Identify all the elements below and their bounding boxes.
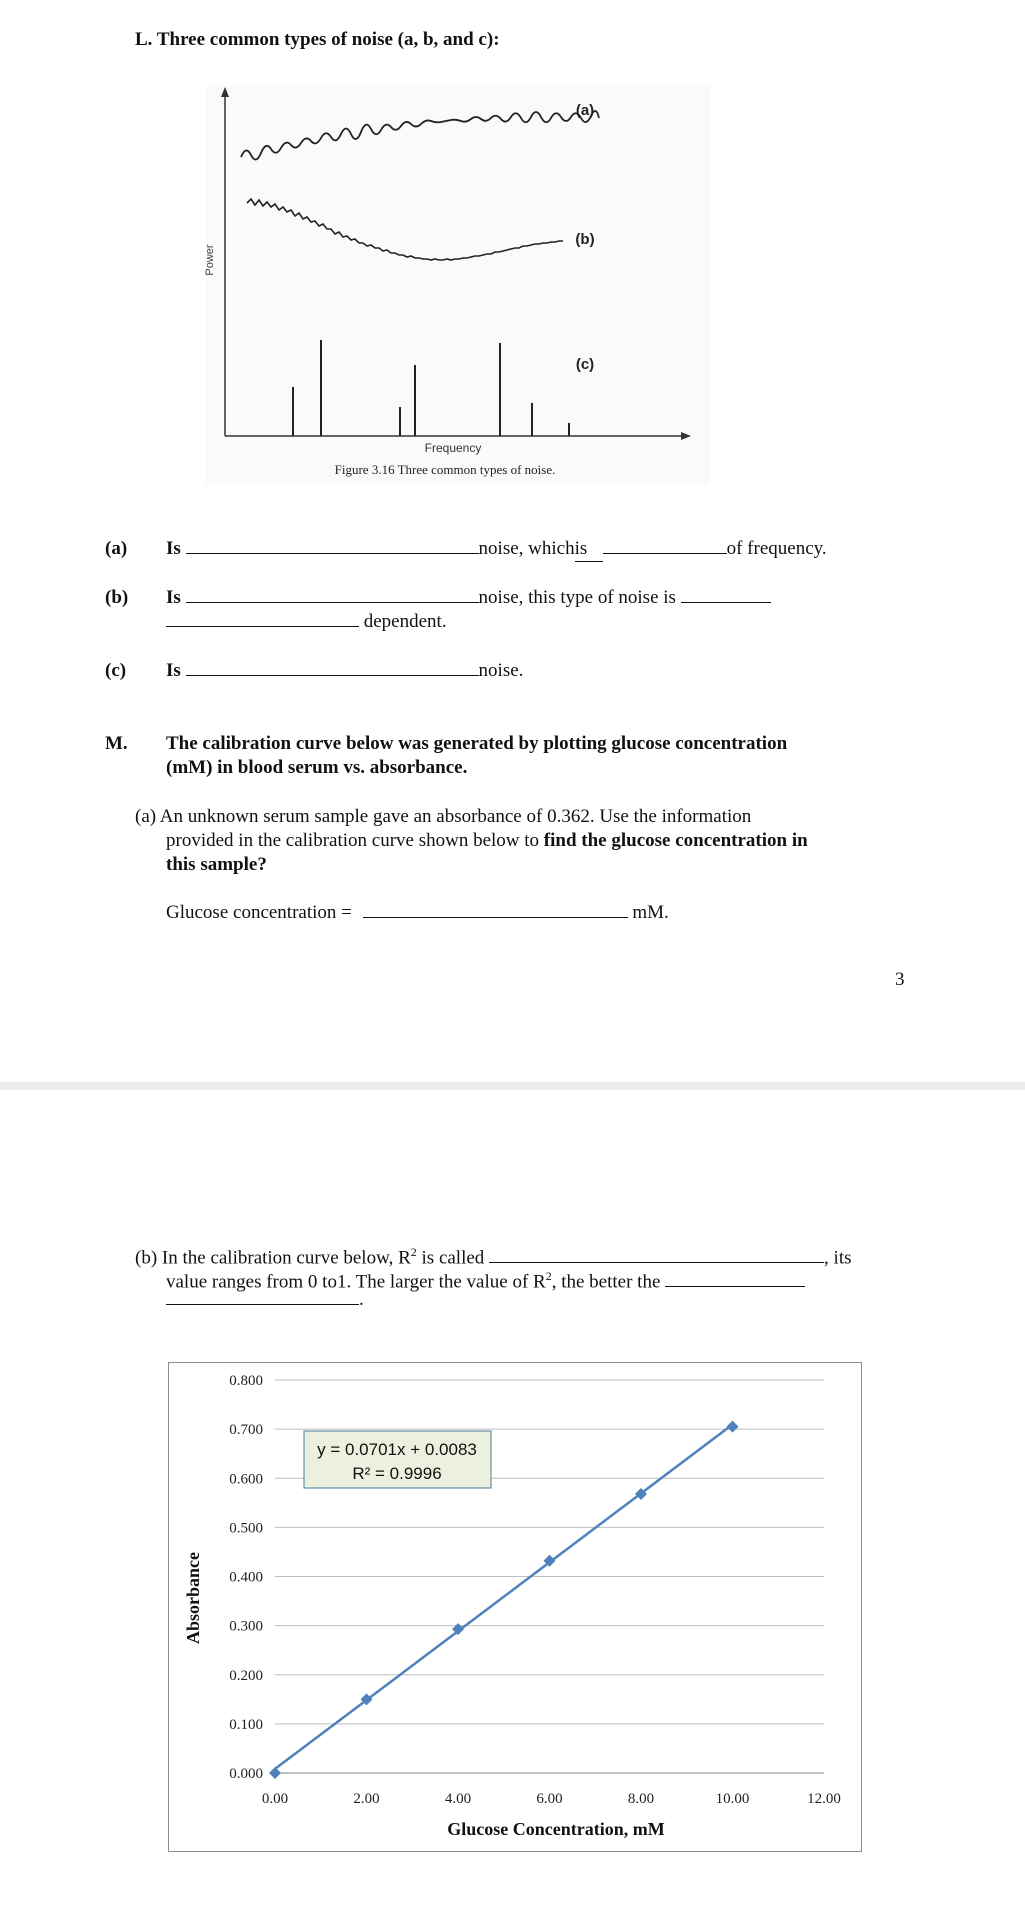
- x-tick-label: 2.00: [353, 1791, 380, 1807]
- calibration-chart: [168, 1362, 862, 1852]
- x-tick-label: 4.00: [444, 1791, 472, 1807]
- noise-figure-caption: Figure 3.16 Three common types of noise.: [334, 462, 556, 477]
- x-tick-label: 10.00: [715, 1791, 750, 1807]
- page-separator: [0, 1082, 1025, 1090]
- part-b-line1-a: (b) In the calibration curve below, R: [135, 1247, 411, 1269]
- question-a-text: [166, 537, 827, 562]
- section-m-heading-1: The calibration curve below was generated by plotting glucose concentration: [166, 733, 788, 754]
- y-tick-label: 0.100: [229, 1716, 263, 1733]
- y-tick-label: 0.300: [229, 1618, 263, 1635]
- question-c-text1: noise.: [478, 660, 524, 681]
- y-tick-label: 0.800: [229, 1373, 263, 1389]
- y-tick-label: 0.000: [229, 1766, 263, 1782]
- blank-r2-better-cont[interactable]: [166, 1288, 359, 1305]
- x-tick-label: 6.00: [536, 1791, 563, 1807]
- noise-label-a: (a): [575, 102, 595, 119]
- question-a-text1: noise, which: [478, 538, 575, 559]
- document-page-2: [0, 1090, 1025, 1911]
- noise-x-label: Frequency: [424, 441, 482, 455]
- calibration-chart-svg: [169, 1363, 860, 1850]
- noise-x-arrow: [681, 432, 691, 440]
- part-a-line2-plain: provided in the calibration curve shown below to: [166, 830, 544, 851]
- question-b-is: Is: [166, 587, 181, 608]
- noise-y-label: Power: [205, 244, 216, 276]
- question-c-label: (c): [105, 660, 127, 681]
- part-b-line2-a: value ranges from 0 to1. The larger the value of R: [166, 1271, 546, 1293]
- question-b-label: (b): [105, 587, 129, 608]
- part-a-line2-bold: find the glucose concentration in: [543, 830, 808, 851]
- data-point: [269, 1767, 281, 1779]
- section-m-heading-2: (mM) in blood serum vs. absorbance.: [166, 757, 468, 778]
- y-tick-label: 0.400: [229, 1569, 263, 1586]
- blank-r2-better[interactable]: [665, 1270, 805, 1287]
- blank-c-type[interactable]: [186, 659, 479, 676]
- question-a-is-underlined: is: [575, 537, 603, 562]
- chart-y-tick-labels: [229, 1373, 263, 1782]
- glucose-answer-label: Glucose concentration =: [166, 902, 352, 923]
- noise-label-c: (c): [575, 356, 595, 373]
- noise-curve-a: [241, 111, 599, 160]
- part-b-sup-2: 2: [545, 1269, 552, 1283]
- question-b-line2: [166, 610, 447, 634]
- chart-y-axis-label: Absorbance: [183, 1551, 203, 1645]
- part-b-line3-end: .: [359, 1289, 364, 1310]
- question-a-label: (a): [105, 538, 128, 559]
- noise-curve-b: [247, 199, 563, 260]
- blank-a-dependence[interactable]: [603, 537, 727, 554]
- question-c-text: [166, 659, 523, 683]
- part-a-line1: (a) An unknown serum sample gave an absorbance of 0.362. Use the information: [135, 806, 752, 827]
- question-c-is: Is: [166, 660, 181, 681]
- part-a-line3: this sample?: [166, 854, 267, 875]
- page-number: 3: [895, 969, 905, 990]
- question-b-text: [166, 586, 771, 610]
- chart-x-tick-labels: [262, 1791, 841, 1807]
- chart-x-axis-label: Glucose Concentration, mM: [447, 1819, 665, 1839]
- section-m-label: M.: [105, 733, 128, 754]
- noise-figure-svg: [205, 85, 710, 485]
- blank-r2-name[interactable]: [489, 1246, 824, 1263]
- part-b-line3: [166, 1288, 364, 1312]
- question-b-text2: dependent.: [363, 611, 447, 632]
- part-b-line2-b: , the better the: [551, 1271, 661, 1293]
- glucose-answer-blank[interactable]: [363, 901, 628, 918]
- part-b-line1-end: , its: [824, 1247, 852, 1269]
- question-a-text3: of frequency.: [726, 538, 827, 559]
- data-point: [727, 1421, 739, 1433]
- chart-r-squared: R² = 0.9996: [352, 1464, 442, 1483]
- question-a-is: Is: [166, 538, 181, 559]
- part-a-line2: [166, 829, 808, 853]
- question-b-text1: noise, this type of noise is: [478, 587, 676, 608]
- glucose-answer-unit: mM.: [632, 902, 669, 923]
- y-tick-label: 0.200: [229, 1667, 263, 1684]
- blank-b-dependence-cont[interactable]: [166, 610, 359, 627]
- y-tick-label: 0.600: [229, 1471, 263, 1488]
- x-tick-label: 12.00: [807, 1791, 841, 1807]
- x-tick-label: 8.00: [627, 1791, 655, 1807]
- noise-figure: [205, 85, 710, 485]
- blank-b-dependence[interactable]: [681, 586, 771, 603]
- y-tick-label: 0.700: [229, 1422, 263, 1439]
- section-l-heading: L. Three common types of noise (a, b, and c):: [135, 29, 500, 50]
- glucose-answer-line: [166, 901, 669, 925]
- x-tick-label: 0.00: [261, 1791, 289, 1807]
- blank-b-type[interactable]: [186, 586, 479, 603]
- blank-a-type[interactable]: [186, 537, 479, 554]
- noise-label-b: (b): [575, 231, 595, 248]
- y-tick-label: 0.500: [229, 1520, 263, 1537]
- part-b-line1-b: is called: [416, 1247, 485, 1269]
- noise-y-arrow: [221, 87, 229, 97]
- part-b-sup-1: 2: [410, 1245, 417, 1259]
- chart-equation: y = 0.0701x + 0.0083: [317, 1440, 477, 1459]
